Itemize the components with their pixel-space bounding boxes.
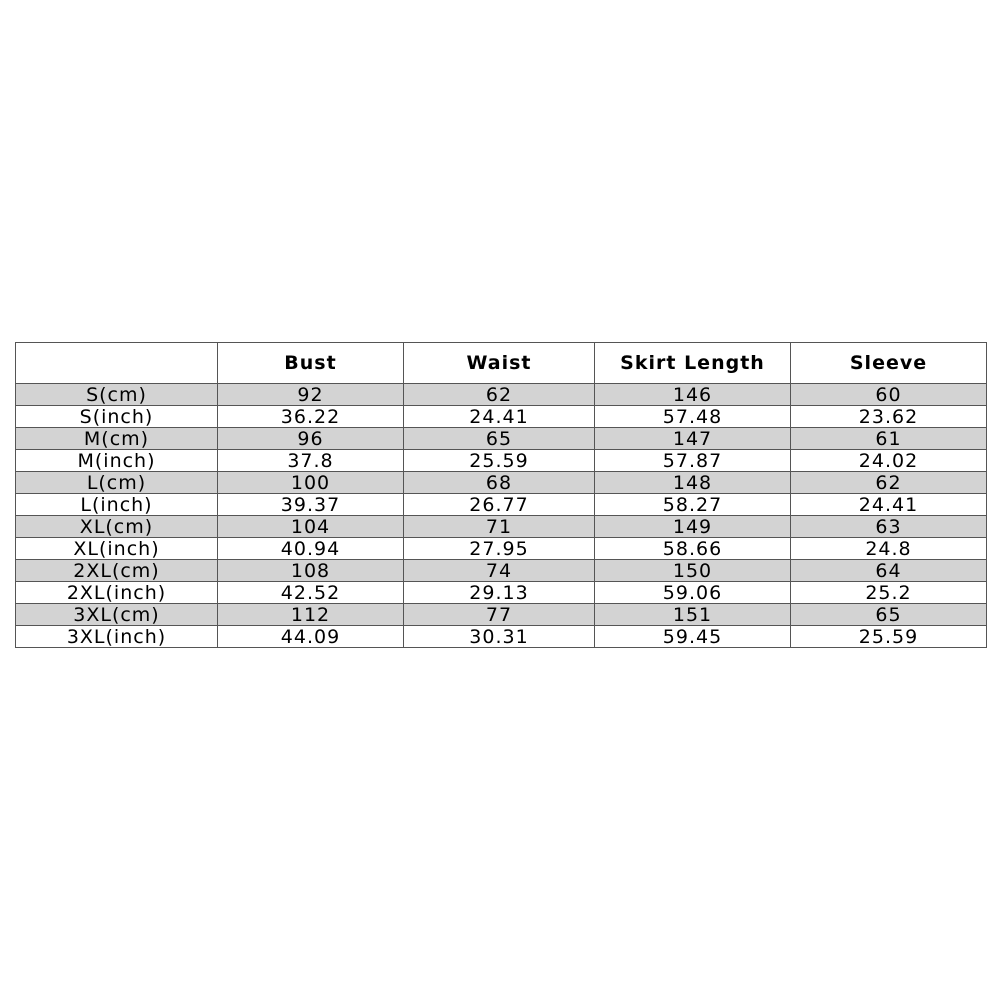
table-row: [16, 582, 987, 604]
size-cell: S(cm): [16, 384, 218, 406]
waist-cell: 74: [404, 560, 595, 582]
skirt-length-cell: 151: [595, 604, 791, 626]
waist-cell: 77: [404, 604, 595, 626]
sleeve-cell: 24.41: [791, 494, 987, 516]
skirt-length-cell: 150: [595, 560, 791, 582]
sleeve-cell: 24.02: [791, 450, 987, 472]
size-cell: 3XL(inch): [16, 626, 218, 648]
table-row: [16, 450, 987, 472]
table-row: [16, 516, 987, 538]
table-row: [16, 472, 987, 494]
header-row: [16, 343, 987, 384]
sleeve-cell: 24.8: [791, 538, 987, 560]
sleeve-cell: 23.62: [791, 406, 987, 428]
header-skirt-length: Skirt Length: [595, 343, 791, 384]
bust-cell: 36.22: [218, 406, 404, 428]
skirt-length-cell: 147: [595, 428, 791, 450]
waist-cell: 26.77: [404, 494, 595, 516]
table-row: [16, 406, 987, 428]
size-cell: 2XL(cm): [16, 560, 218, 582]
sleeve-cell: 62: [791, 472, 987, 494]
size-cell: M(inch): [16, 450, 218, 472]
sleeve-cell: 63: [791, 516, 987, 538]
header-bust: Bust: [218, 343, 404, 384]
sleeve-cell: 25.2: [791, 582, 987, 604]
size-chart-body: [16, 384, 987, 648]
sleeve-cell: 60: [791, 384, 987, 406]
header-waist: Waist: [404, 343, 595, 384]
waist-cell: 29.13: [404, 582, 595, 604]
waist-cell: 30.31: [404, 626, 595, 648]
size-cell: XL(inch): [16, 538, 218, 560]
sleeve-cell: 65: [791, 604, 987, 626]
bust-cell: 112: [218, 604, 404, 626]
header-sleeve: Sleeve: [791, 343, 987, 384]
skirt-length-cell: 59.06: [595, 582, 791, 604]
bust-cell: 92: [218, 384, 404, 406]
skirt-length-cell: 57.87: [595, 450, 791, 472]
size-cell: L(cm): [16, 472, 218, 494]
waist-cell: 25.59: [404, 450, 595, 472]
skirt-length-cell: 59.45: [595, 626, 791, 648]
size-chart-table: [15, 342, 987, 648]
waist-cell: 27.95: [404, 538, 595, 560]
bust-cell: 104: [218, 516, 404, 538]
sleeve-cell: 61: [791, 428, 987, 450]
table-row: [16, 604, 987, 626]
sleeve-cell: 25.59: [791, 626, 987, 648]
size-cell: 2XL(inch): [16, 582, 218, 604]
size-cell: XL(cm): [16, 516, 218, 538]
bust-cell: 39.37: [218, 494, 404, 516]
waist-cell: 68: [404, 472, 595, 494]
table-row: [16, 384, 987, 406]
waist-cell: 24.41: [404, 406, 595, 428]
skirt-length-cell: 146: [595, 384, 791, 406]
bust-cell: 96: [218, 428, 404, 450]
skirt-length-cell: 58.66: [595, 538, 791, 560]
bust-cell: 108: [218, 560, 404, 582]
skirt-length-cell: 58.27: [595, 494, 791, 516]
waist-cell: 62: [404, 384, 595, 406]
bust-cell: 100: [218, 472, 404, 494]
table-row: [16, 494, 987, 516]
header-size: [16, 343, 218, 384]
waist-cell: 65: [404, 428, 595, 450]
table-row: [16, 626, 987, 648]
table-row: [16, 560, 987, 582]
size-cell: M(cm): [16, 428, 218, 450]
skirt-length-cell: 149: [595, 516, 791, 538]
bust-cell: 44.09: [218, 626, 404, 648]
skirt-length-cell: 57.48: [595, 406, 791, 428]
size-chart-header: [16, 343, 987, 384]
waist-cell: 71: [404, 516, 595, 538]
table-row: [16, 538, 987, 560]
sleeve-cell: 64: [791, 560, 987, 582]
bust-cell: 42.52: [218, 582, 404, 604]
bust-cell: 37.8: [218, 450, 404, 472]
size-cell: S(inch): [16, 406, 218, 428]
skirt-length-cell: 148: [595, 472, 791, 494]
table-row: [16, 428, 987, 450]
size-cell: 3XL(cm): [16, 604, 218, 626]
size-cell: L(inch): [16, 494, 218, 516]
bust-cell: 40.94: [218, 538, 404, 560]
